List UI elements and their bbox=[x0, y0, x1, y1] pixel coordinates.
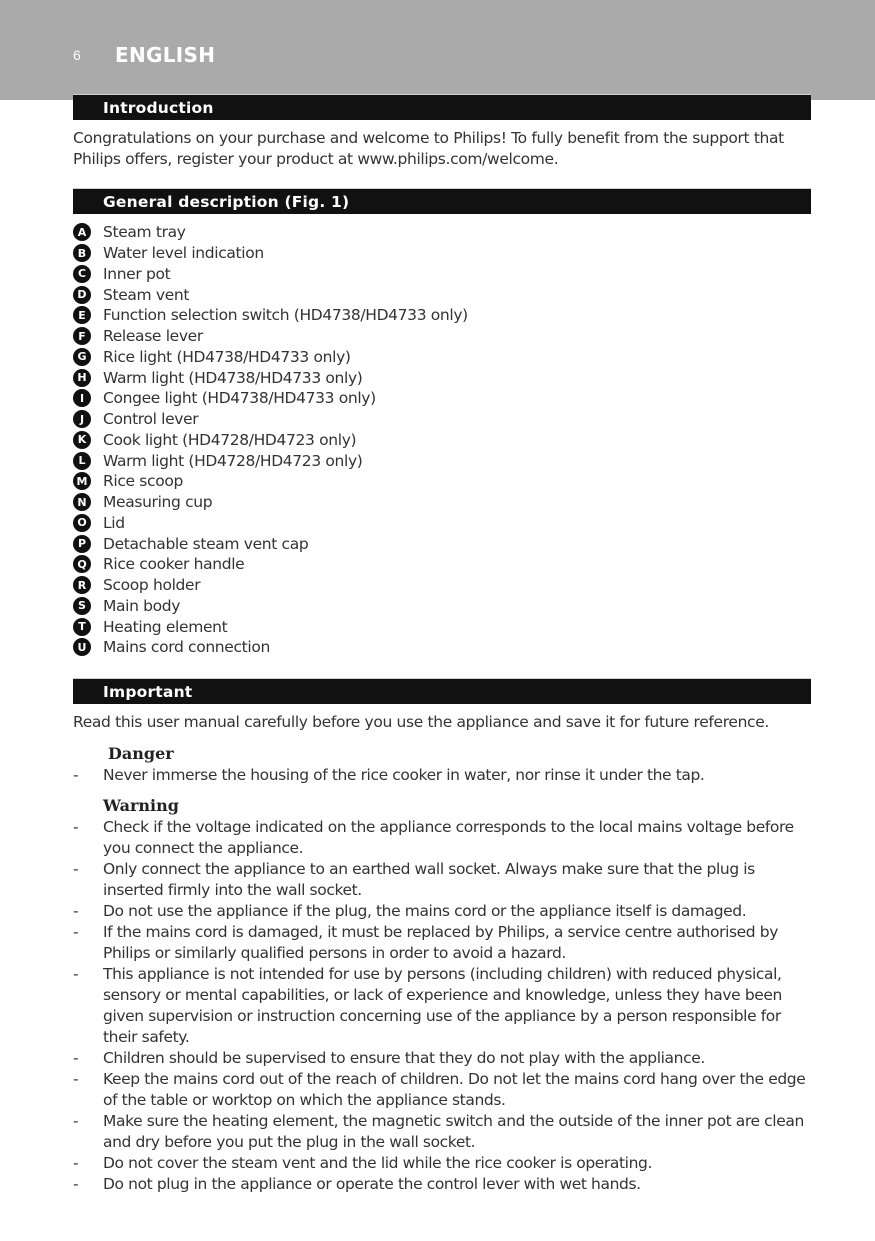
bullet-item bbox=[73, 1174, 813, 1195]
danger-list bbox=[73, 765, 813, 786]
part-item bbox=[73, 284, 813, 305]
bullet-item bbox=[73, 817, 813, 859]
bullet-item bbox=[73, 1111, 813, 1153]
part-letter-badge: I bbox=[73, 389, 91, 407]
bullet-marker: - bbox=[73, 1049, 79, 1067]
section-title-introduction: Introduction bbox=[103, 99, 214, 117]
bullet-text: Do not plug in the appliance or operate the control lever with wet hands. bbox=[103, 1175, 641, 1193]
section-title-general-description: General description (Fig. 1) bbox=[103, 193, 350, 211]
part-letter-badge: M bbox=[73, 472, 91, 490]
part-item bbox=[73, 492, 813, 513]
part-letter-badge: S bbox=[73, 597, 91, 615]
bullet-marker: - bbox=[73, 1070, 79, 1088]
part-letter-badge: H bbox=[73, 369, 91, 387]
part-label: Steam vent bbox=[103, 285, 190, 304]
part-item bbox=[73, 533, 813, 554]
section-bar-important bbox=[73, 678, 811, 704]
bullet-text: Only connect the appliance to an earthed wall socket. Always make sure that the plug is inserted firmly into the wall socket. bbox=[103, 860, 755, 899]
part-item bbox=[73, 575, 813, 596]
part-letter-badge: K bbox=[73, 431, 91, 449]
bullet-item bbox=[73, 964, 813, 1048]
bullet-item bbox=[73, 1069, 813, 1111]
bullet-marker: - bbox=[73, 818, 79, 836]
part-item bbox=[73, 513, 813, 534]
bullet-text: Never immerse the housing of the rice cooker in water, nor rinse it under the tap. bbox=[103, 766, 705, 784]
part-item bbox=[73, 243, 813, 264]
part-label: Warm light (HD4738/HD4733 only) bbox=[103, 368, 363, 387]
introduction-text: Congratulations on your purchase and welcome to Philips! To fully benefit from the support that Philips offers, register your product at www.philips.com/welcome. bbox=[73, 129, 784, 168]
part-label: Inner pot bbox=[103, 264, 171, 283]
part-label: Scoop holder bbox=[103, 576, 201, 595]
warning-heading: Warning bbox=[103, 796, 179, 815]
part-label: Rice scoop bbox=[103, 472, 183, 491]
part-label: Steam tray bbox=[103, 223, 186, 242]
warning-list bbox=[73, 817, 813, 1195]
bullet-text: Do not cover the steam vent and the lid while the rice cooker is operating. bbox=[103, 1154, 652, 1172]
bullet-marker: - bbox=[73, 1175, 79, 1193]
section-bar-general-description bbox=[73, 188, 811, 214]
bullet-text: If the mains cord is damaged, it must be replaced by Philips, a service centre authorised by Philips or similarly qualified persons in order to avoid a hazard. bbox=[103, 923, 778, 962]
part-letter-badge: J bbox=[73, 410, 91, 428]
part-letter-badge: D bbox=[73, 286, 91, 304]
part-item bbox=[73, 616, 813, 637]
part-label: Mains cord connection bbox=[103, 638, 270, 657]
part-item bbox=[73, 326, 813, 347]
bullet-item bbox=[73, 922, 813, 964]
part-item bbox=[73, 367, 813, 388]
part-label: Function selection switch (HD4738/HD4733 only) bbox=[103, 306, 468, 325]
part-item bbox=[73, 637, 813, 658]
part-letter-badge: C bbox=[73, 265, 91, 283]
danger-heading: Danger bbox=[108, 744, 174, 763]
important-intro: Read this user manual carefully before you use the appliance and save it for future reference. bbox=[73, 713, 769, 731]
part-item bbox=[73, 388, 813, 409]
part-item bbox=[73, 222, 813, 243]
bullet-marker: - bbox=[73, 965, 79, 983]
part-label: Rice light (HD4738/HD4733 only) bbox=[103, 347, 351, 366]
bullet-text: Children should be supervised to ensure that they do not play with the appliance. bbox=[103, 1049, 705, 1067]
parts-list bbox=[73, 222, 813, 658]
part-label: Detachable steam vent cap bbox=[103, 534, 309, 553]
bullet-text: This appliance is not intended for use by persons (including children) with reduced physical, sensory or mental capabilities, or lack of experience and knowledge, unless they have been given supervision or instruction concerning use of the appliance by a person responsible for their safety. bbox=[103, 965, 782, 1046]
part-label: Congee light (HD4738/HD4733 only) bbox=[103, 389, 376, 408]
part-label: Release lever bbox=[103, 327, 203, 346]
part-item bbox=[73, 264, 813, 285]
bullet-marker: - bbox=[73, 1112, 79, 1130]
part-item bbox=[73, 450, 813, 471]
language-title: ENGLISH bbox=[115, 43, 216, 67]
bullet-marker: - bbox=[73, 766, 79, 784]
part-label: Cook light (HD4728/HD4723 only) bbox=[103, 430, 357, 449]
part-label: Heating element bbox=[103, 617, 228, 636]
part-letter-badge: R bbox=[73, 576, 91, 594]
part-item bbox=[73, 305, 813, 326]
part-letter-badge: L bbox=[73, 452, 91, 470]
part-letter-badge: E bbox=[73, 306, 91, 324]
part-letter-badge: B bbox=[73, 244, 91, 262]
bullet-marker: - bbox=[73, 860, 79, 878]
part-item bbox=[73, 347, 813, 368]
part-item bbox=[73, 430, 813, 451]
header-band bbox=[0, 0, 875, 100]
part-label: Water level indication bbox=[103, 244, 264, 263]
part-label: Measuring cup bbox=[103, 493, 213, 512]
part-item bbox=[73, 471, 813, 492]
part-letter-badge: A bbox=[73, 223, 91, 241]
bullet-item bbox=[73, 1048, 813, 1069]
bullet-item bbox=[73, 901, 813, 922]
part-item bbox=[73, 409, 813, 430]
part-letter-badge: G bbox=[73, 348, 91, 366]
bullet-item bbox=[73, 765, 813, 786]
part-label: Rice cooker handle bbox=[103, 555, 245, 574]
part-letter-badge: T bbox=[73, 618, 91, 636]
part-letter-badge: O bbox=[73, 514, 91, 532]
part-item bbox=[73, 554, 813, 575]
bullet-text: Check if the voltage indicated on the appliance corresponds to the local mains voltage before you connect the appliance. bbox=[103, 818, 794, 857]
bullet-text: Keep the mains cord out of the reach of children. Do not let the mains cord hang over the edge of the table or worktop on which the appliance stands. bbox=[103, 1070, 806, 1109]
part-label: Warm light (HD4728/HD4723 only) bbox=[103, 451, 363, 470]
section-bar-introduction bbox=[73, 94, 811, 120]
part-letter-badge: P bbox=[73, 535, 91, 553]
part-letter-badge: U bbox=[73, 638, 91, 656]
bullet-item bbox=[73, 859, 813, 901]
section-title-important: Important bbox=[103, 683, 193, 701]
part-letter-badge: F bbox=[73, 327, 91, 345]
part-label: Control lever bbox=[103, 410, 199, 429]
bullet-text: Make sure the heating element, the magnetic switch and the outside of the inner pot are clean and dry before you put the plug in the wall socket. bbox=[103, 1112, 804, 1151]
part-label: Lid bbox=[103, 513, 125, 532]
part-letter-badge: Q bbox=[73, 555, 91, 573]
bullet-text: Do not use the appliance if the plug, the mains cord or the appliance itself is damaged. bbox=[103, 902, 747, 920]
part-label: Main body bbox=[103, 596, 181, 615]
bullet-marker: - bbox=[73, 1154, 79, 1172]
bullet-item bbox=[73, 1153, 813, 1174]
page-number: 6 bbox=[73, 47, 81, 63]
part-letter-badge: N bbox=[73, 493, 91, 511]
bullet-marker: - bbox=[73, 902, 79, 920]
bullet-marker: - bbox=[73, 923, 79, 941]
part-item bbox=[73, 596, 813, 617]
